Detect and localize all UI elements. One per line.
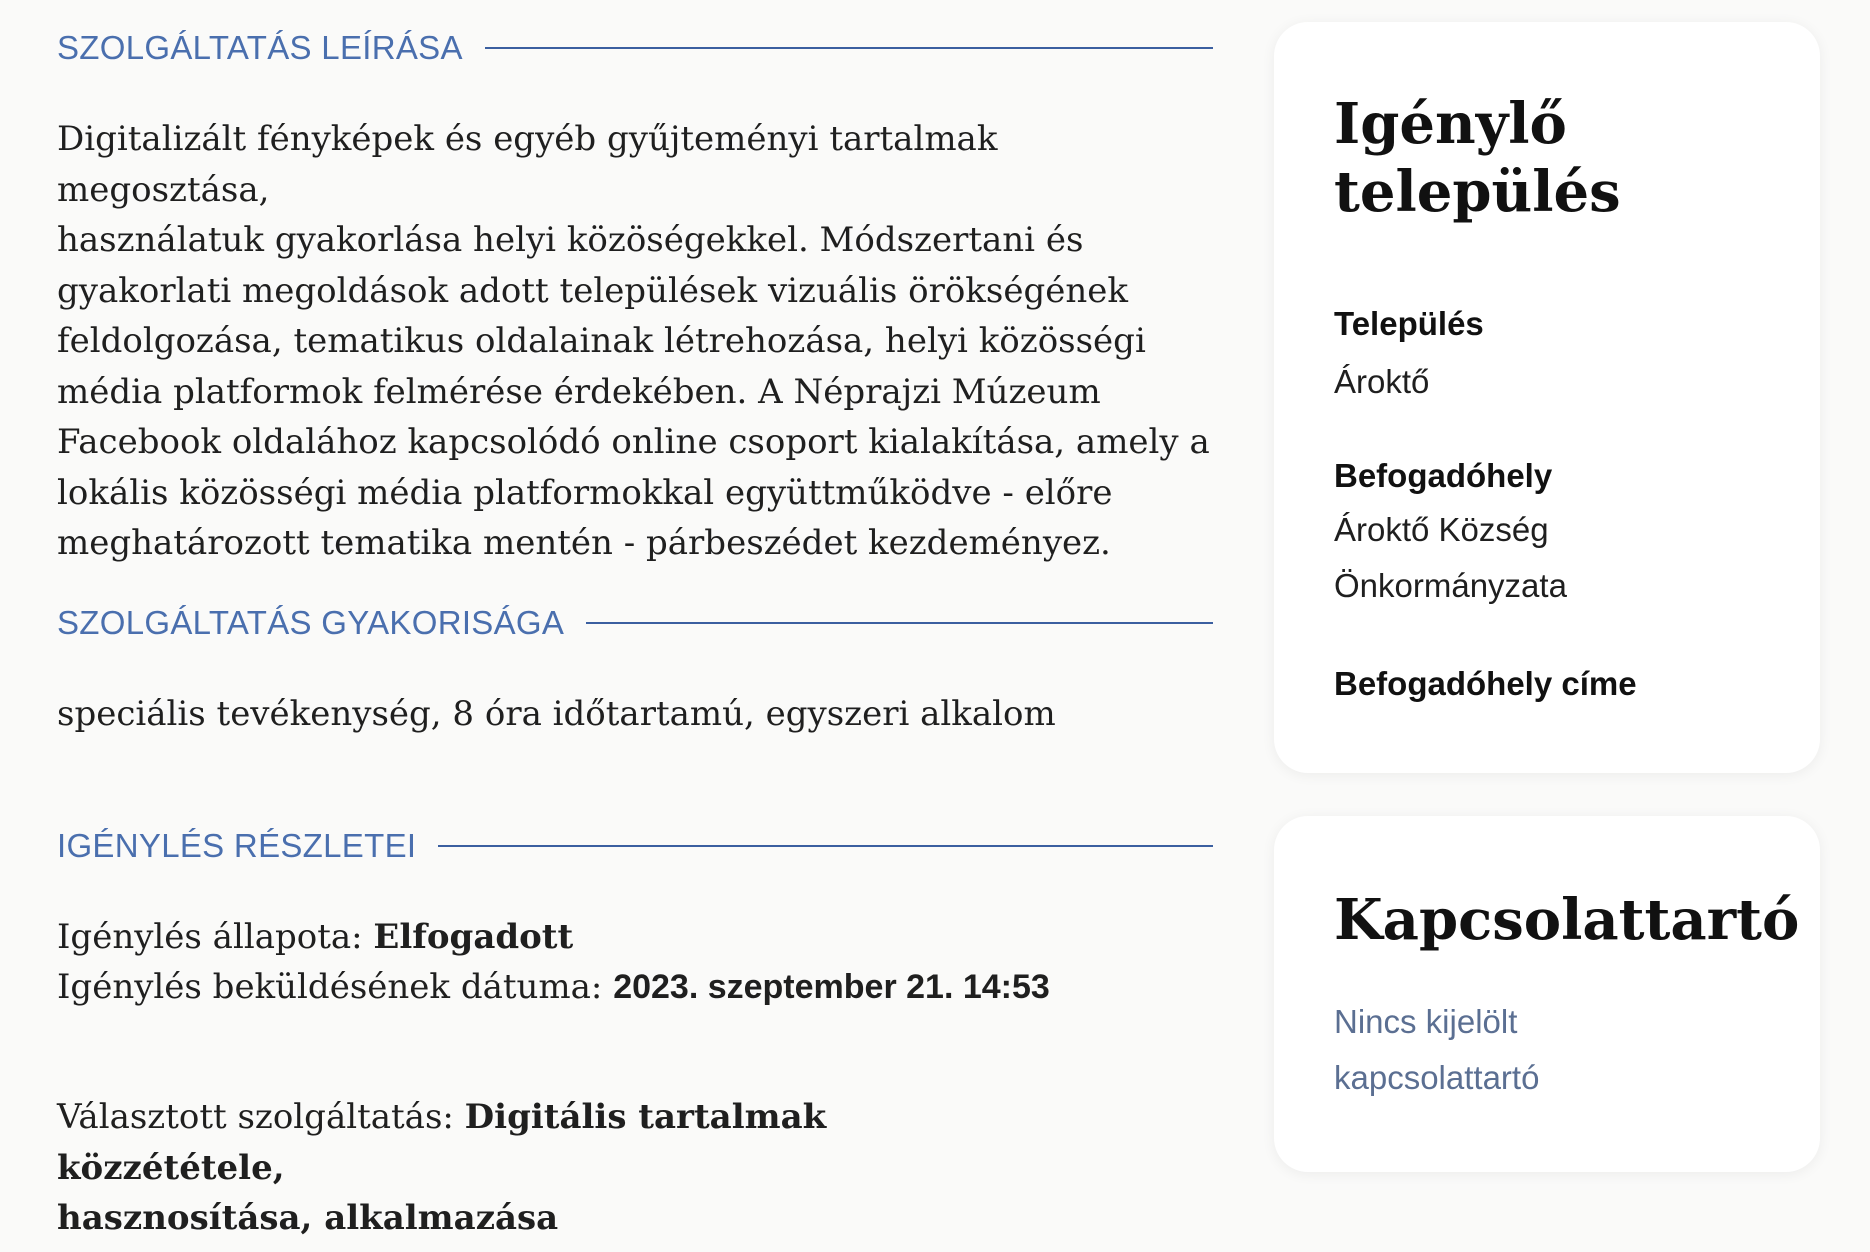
card-title-line: település: [1334, 159, 1621, 225]
host-value-line: Ároktő Község: [1334, 511, 1549, 548]
selected-service-value-line2: hasznosítása, alkalmazása: [57, 1198, 559, 1238]
request-status: [57, 912, 573, 963]
host-address-label: Befogadóhely címe: [1334, 665, 1637, 702]
host-value: [1334, 502, 1567, 614]
service-frequency-text: speciális tevékenység, 8 óra időtartamú, egyszeri alkalom: [57, 694, 1056, 734]
card-title: [1334, 90, 1621, 226]
description-line: média platformok felmérése érdekében. A Néprajzi Múzeum: [57, 371, 1101, 412]
card-title-line: Igénylő: [1334, 91, 1567, 157]
selected-service-label: Választott szolgáltatás:: [57, 1097, 465, 1137]
host-label: Befogadóhely: [1334, 457, 1553, 494]
contact-person-card: [1274, 816, 1820, 1172]
section-heading-label: SZOLGÁLTATÁS LEÍRÁSA: [57, 29, 463, 66]
no-contact-line: kapcsolattartó: [1334, 1059, 1540, 1096]
selected-service-value-line1: Digitális tartalmak közzététele,: [57, 1097, 827, 1188]
description-line: Facebook oldalához kapcsolódó online csoport kialakítása, amely a: [57, 422, 1210, 462]
description-line: használatuk gyakorlása helyi közöségekkel. Módszertani és: [57, 220, 1084, 260]
section-divider: [438, 845, 1213, 847]
description-line: feldolgozása, tematikus oldalainak létrehozása, helyi közösségi: [57, 321, 1146, 361]
section-heading-label: SZOLGÁLTATÁS GYAKORISÁGA: [57, 604, 565, 641]
card-title: Kapcsolattartó: [1334, 887, 1800, 953]
section-heading-label: IGÉNYLÉS RÉSZLETEI: [57, 827, 417, 864]
settlement-label: Település: [1334, 305, 1484, 342]
section-heading-description: [57, 28, 1213, 68]
request-date-label: Igénylés beküldésének dátuma:: [57, 967, 614, 1007]
section-heading-frequency: [57, 603, 1213, 643]
section-heading-request-details: [57, 826, 1213, 866]
request-submission-date: [57, 962, 1050, 1013]
settlement-value: Ároktő: [1334, 363, 1430, 400]
request-status-label: Igénylés állapota:: [57, 917, 374, 957]
description-line: meghatározott tematika mentén - párbeszédet kezdeményez.: [57, 523, 1111, 563]
section-divider: [586, 622, 1213, 624]
description-line: lokális közösségi média platformokkal együttműködve - előre: [57, 472, 1113, 513]
request-date-value: 2023. szeptember 21. 14:53: [613, 968, 1050, 1006]
section-divider: [485, 47, 1213, 49]
description-line: gyakorlati megoldások adott települések vizuális örökségének: [57, 270, 1128, 311]
request-status-value: Elfogadott: [373, 917, 574, 957]
no-contact-line: Nincs kijelölt: [1334, 1003, 1518, 1040]
service-description: [57, 114, 1213, 569]
selected-service: [57, 1092, 1057, 1244]
host-value-line: Önkormányzata: [1334, 567, 1567, 604]
description-line: Digitalizált fényképek és egyéb gyűjteményi tartalmak megosztása,: [57, 119, 998, 210]
no-contact-message: [1334, 994, 1634, 1106]
requesting-settlement-card: [1274, 22, 1820, 773]
